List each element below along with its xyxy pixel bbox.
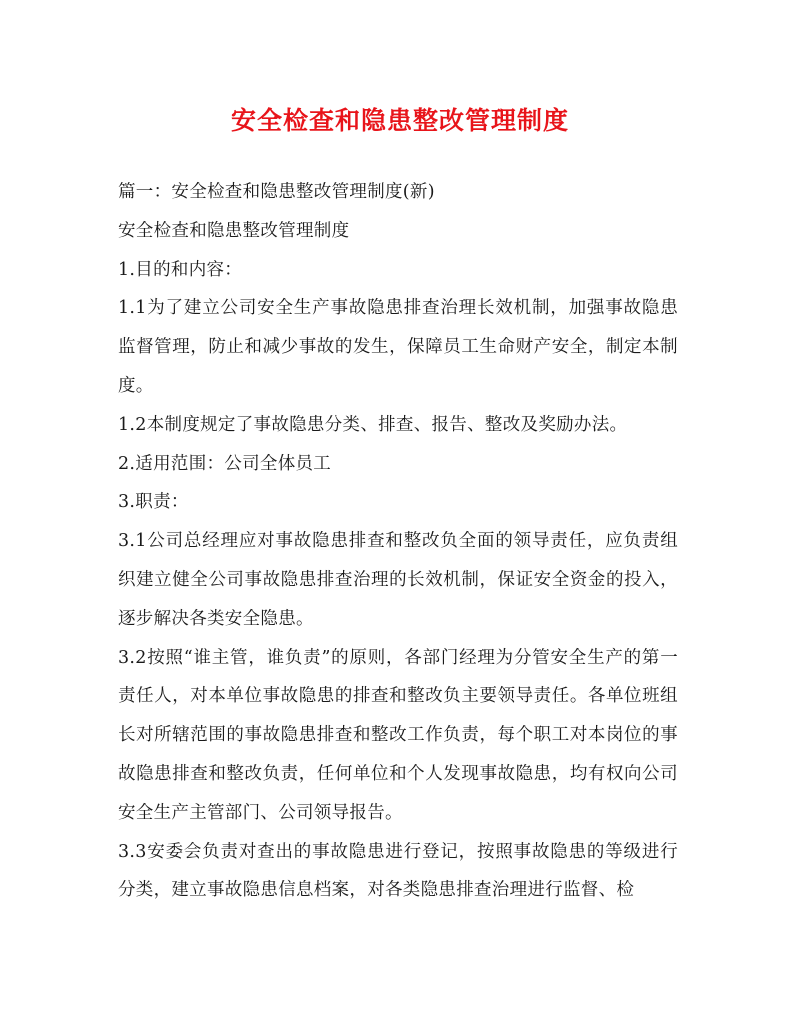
paragraph-section-3: 3.职责： [118, 492, 189, 513]
paragraph-3-2: 3.2按照“谁主管，谁负责”的原则，各部门经理为分管安全生产的第一责任人，对本单位事故隐患的排查和整改负主要领导责任。各单位班组长对所辖范围的事故隐患排查和整改工作负责，每个职工对本岗位的事故隐患排查和整改负责，任何单位和个人发现事故隐患，均有权向公司安全生产主管部门、公司领导报告。 [118, 647, 678, 823]
paragraph-section-1: 1.目的和内容： [118, 259, 243, 280]
paragraph-1-1: 1.1为了建立公司安全生产事故隐患排查治理长效机制，加强事故隐患监督管理，防止和减少事故的发生，保障员工生命财产安全，制定本制度。 [118, 298, 678, 396]
paragraph-subtitle: 安全检查和隐患整改管理制度 [118, 220, 350, 241]
paragraph-3-1: 3.1公司总经理应对事故隐患排查和整改负全面的领导责任，应负责组织建立健全公司事故隐患排查治理的长效机制，保证安全资金的投入，逐步解决各类安全隐患。 [118, 531, 678, 629]
paragraph-1-2: 1.2本制度规定了事故隐患分类、排查、报告、整改及奖励办法。 [118, 414, 628, 435]
paragraph-section-2: 2.适用范围：公司全体员工 [118, 453, 332, 474]
document-body [118, 173, 678, 910]
paragraph-chapter-heading: 篇一：安全检查和隐患整改管理制度(新) [118, 182, 435, 202]
paragraph-3-3: 3.3安委会负责对查出的事故隐患进行登记，按照事故隐患的等级进行分类，建立事故隐患信息档案，对各类隐患排查治理进行监督、检 [118, 841, 678, 901]
document-title: 安全检查和隐患整改管理制度 [230, 106, 569, 135]
